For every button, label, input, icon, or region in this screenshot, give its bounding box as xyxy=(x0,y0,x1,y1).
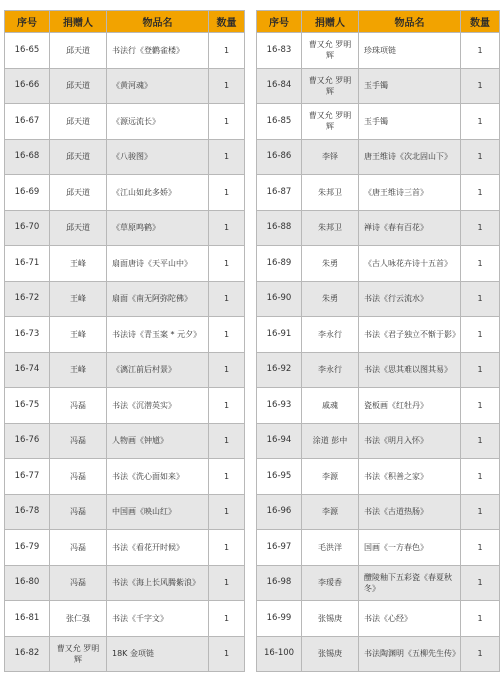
cell-qty: 1 xyxy=(461,601,500,637)
cell-no: 16-69 xyxy=(5,175,50,211)
cell-no: 16-88 xyxy=(257,210,302,246)
header-no: 序号 xyxy=(5,11,50,33)
cell-qty: 1 xyxy=(461,139,500,175)
cell-item: 书法《君子独立不惭于影》 xyxy=(359,317,461,353)
table-row xyxy=(257,33,500,69)
cell-donor: 邱天道 xyxy=(50,139,107,175)
cell-qty: 1 xyxy=(461,68,500,104)
cell-no: 16-89 xyxy=(257,246,302,282)
cell-donor: 曹又允 罗明辉 xyxy=(302,33,359,69)
table-row xyxy=(5,352,245,388)
table-row xyxy=(5,104,245,140)
table-row xyxy=(257,68,500,104)
cell-item: 玉手镯 xyxy=(359,104,461,140)
header-item: 物品名 xyxy=(107,11,209,33)
donation-table-right xyxy=(256,10,500,672)
table-row xyxy=(5,565,245,601)
cell-donor: 冯磊 xyxy=(50,494,107,530)
cell-item: 扇面唐诗《天平山中》 xyxy=(107,246,209,282)
table-row xyxy=(257,317,500,353)
cell-no: 16-75 xyxy=(5,388,50,424)
table-row xyxy=(257,636,500,672)
cell-item: 国画《一方春色》 xyxy=(359,530,461,566)
cell-no: 16-72 xyxy=(5,281,50,317)
cell-item: 书法《沉潜英实》 xyxy=(107,388,209,424)
cell-item: 瓷板画《红牡丹》 xyxy=(359,388,461,424)
table-row xyxy=(5,494,245,530)
cell-qty: 1 xyxy=(209,281,245,317)
cell-item: 醴陵釉下五彩瓷《春夏秋冬》 xyxy=(359,565,461,601)
table-row xyxy=(257,175,500,211)
cell-qty: 1 xyxy=(209,317,245,353)
cell-qty: 1 xyxy=(209,494,245,530)
table-body-left xyxy=(5,33,245,672)
table-row xyxy=(257,494,500,530)
cell-donor: 张锡庚 xyxy=(302,601,359,637)
table-row xyxy=(5,246,245,282)
cell-item: 《草原鸣鹤》 xyxy=(107,210,209,246)
cell-qty: 1 xyxy=(209,139,245,175)
cell-item: 书法陶渊明《五柳先生传》 xyxy=(359,636,461,672)
cell-donor: 王峰 xyxy=(50,317,107,353)
cell-qty: 1 xyxy=(209,636,245,672)
cell-no: 16-92 xyxy=(257,352,302,388)
cell-no: 16-86 xyxy=(257,139,302,175)
donation-table-left xyxy=(4,10,245,672)
cell-no: 16-100 xyxy=(257,636,302,672)
cell-donor: 冯磊 xyxy=(50,423,107,459)
table-row xyxy=(5,210,245,246)
table-row xyxy=(257,246,500,282)
cell-qty: 1 xyxy=(461,33,500,69)
cell-item: 人物画《钟馗》 xyxy=(107,423,209,459)
cell-donor: 朱邦卫 xyxy=(302,175,359,211)
table-row xyxy=(5,423,245,459)
cell-donor: 冯磊 xyxy=(50,388,107,424)
cell-no: 16-84 xyxy=(257,68,302,104)
cell-donor: 冯磊 xyxy=(50,459,107,495)
cell-qty: 1 xyxy=(209,459,245,495)
cell-qty: 1 xyxy=(209,530,245,566)
cell-no: 16-74 xyxy=(5,352,50,388)
table-row xyxy=(257,352,500,388)
cell-no: 16-67 xyxy=(5,104,50,140)
cell-no: 16-68 xyxy=(5,139,50,175)
cell-qty: 1 xyxy=(461,530,500,566)
cell-donor: 邱天道 xyxy=(50,33,107,69)
cell-donor: 李永行 xyxy=(302,352,359,388)
cell-donor: 王峰 xyxy=(50,352,107,388)
cell-item: 书法《洗心面如来》 xyxy=(107,459,209,495)
cell-no: 16-87 xyxy=(257,175,302,211)
cell-qty: 1 xyxy=(461,459,500,495)
cell-item: 书法《海上长风腾紫浪》 xyxy=(107,565,209,601)
table-row xyxy=(5,636,245,672)
cell-no: 16-99 xyxy=(257,601,302,637)
table-body-right xyxy=(257,33,500,672)
table-row xyxy=(257,281,500,317)
cell-donor: 毛洪洋 xyxy=(302,530,359,566)
cell-qty: 1 xyxy=(461,388,500,424)
table-row xyxy=(5,175,245,211)
header-donor: 捐赠人 xyxy=(302,11,359,33)
cell-no: 16-79 xyxy=(5,530,50,566)
cell-donor: 邱天道 xyxy=(50,210,107,246)
table-row xyxy=(257,459,500,495)
cell-donor: 曹又允 罗明辉 xyxy=(50,636,107,672)
cell-no: 16-94 xyxy=(257,423,302,459)
cell-item: 禅诗《春有百花》 xyxy=(359,210,461,246)
cell-no: 16-76 xyxy=(5,423,50,459)
table-row xyxy=(257,565,500,601)
table-row xyxy=(5,388,245,424)
header-item: 物品名 xyxy=(359,11,461,33)
cell-qty: 1 xyxy=(461,636,500,672)
cell-item: 书法诗《青玉案 * 元夕》 xyxy=(107,317,209,353)
cell-donor: 朱勇 xyxy=(302,281,359,317)
cell-item: 《黄河魂》 xyxy=(107,68,209,104)
table-row xyxy=(5,33,245,69)
cell-item: 18K 金项链 xyxy=(107,636,209,672)
cell-donor: 冯磊 xyxy=(50,565,107,601)
table-row xyxy=(257,104,500,140)
header-qty: 数量 xyxy=(461,11,500,33)
table-row xyxy=(5,459,245,495)
cell-donor: 李瑷香 xyxy=(302,565,359,601)
cell-qty: 1 xyxy=(209,68,245,104)
cell-no: 16-65 xyxy=(5,33,50,69)
cell-no: 16-82 xyxy=(5,636,50,672)
table-row xyxy=(5,317,245,353)
cell-qty: 1 xyxy=(461,281,500,317)
cell-donor: 邱天道 xyxy=(50,68,107,104)
cell-donor: 王峰 xyxy=(50,281,107,317)
cell-item: 《漓江前后村景》 xyxy=(107,352,209,388)
cell-item: 书法《明月入怀》 xyxy=(359,423,461,459)
cell-qty: 1 xyxy=(209,565,245,601)
table-row xyxy=(5,139,245,175)
cell-no: 16-78 xyxy=(5,494,50,530)
cell-item: 《八骏图》 xyxy=(107,139,209,175)
cell-donor: 李源 xyxy=(302,494,359,530)
cell-qty: 1 xyxy=(209,601,245,637)
cell-qty: 1 xyxy=(461,317,500,353)
cell-no: 16-83 xyxy=(257,33,302,69)
table-row xyxy=(5,601,245,637)
cell-qty: 1 xyxy=(461,352,500,388)
cell-item: 《源远流长》 xyxy=(107,104,209,140)
cell-item: 《江山如此多娇》 xyxy=(107,175,209,211)
cell-donor: 张仁强 xyxy=(50,601,107,637)
cell-donor: 涂道 彭中 xyxy=(302,423,359,459)
cell-item: 书法《思其难以图其易》 xyxy=(359,352,461,388)
cell-item: 玉手镯 xyxy=(359,68,461,104)
cell-no: 16-77 xyxy=(5,459,50,495)
cell-no: 16-98 xyxy=(257,565,302,601)
cell-qty: 1 xyxy=(461,246,500,282)
table-row xyxy=(5,281,245,317)
cell-donor: 王峰 xyxy=(50,246,107,282)
cell-item: 《古人咏花卉诗十五首》 xyxy=(359,246,461,282)
cell-qty: 1 xyxy=(209,210,245,246)
cell-donor: 李源 xyxy=(302,459,359,495)
table-row xyxy=(5,530,245,566)
cell-qty: 1 xyxy=(209,33,245,69)
cell-no: 16-73 xyxy=(5,317,50,353)
cell-item: 书法《行云流水》 xyxy=(359,281,461,317)
cell-donor: 朱勇 xyxy=(302,246,359,282)
table-row xyxy=(257,388,500,424)
table-row xyxy=(5,68,245,104)
table-row xyxy=(257,530,500,566)
cell-item: 书法《看花开时候》 xyxy=(107,530,209,566)
table-row xyxy=(257,139,500,175)
cell-no: 16-85 xyxy=(257,104,302,140)
cell-item: 书法《古道热肠》 xyxy=(359,494,461,530)
cell-donor: 李铎 xyxy=(302,139,359,175)
cell-item: 书法《千字文》 xyxy=(107,601,209,637)
cell-no: 16-93 xyxy=(257,388,302,424)
cell-item: 唐王维诗《次北固山下》 xyxy=(359,139,461,175)
table-row xyxy=(257,210,500,246)
table-row xyxy=(257,601,500,637)
table-header-row xyxy=(257,11,500,33)
cell-no: 16-71 xyxy=(5,246,50,282)
header-qty: 数量 xyxy=(209,11,245,33)
table-header-row xyxy=(5,11,245,33)
cell-no: 16-97 xyxy=(257,530,302,566)
cell-no: 16-81 xyxy=(5,601,50,637)
cell-no: 16-70 xyxy=(5,210,50,246)
cell-no: 16-95 xyxy=(257,459,302,495)
header-donor: 捐赠人 xyxy=(50,11,107,33)
cell-donor: 曹又允 罗明辉 xyxy=(302,104,359,140)
cell-qty: 1 xyxy=(461,494,500,530)
cell-item: 中国画《映山红》 xyxy=(107,494,209,530)
cell-donor: 张锡庚 xyxy=(302,636,359,672)
table-row xyxy=(257,423,500,459)
cell-qty: 1 xyxy=(209,104,245,140)
cell-no: 16-80 xyxy=(5,565,50,601)
cell-qty: 1 xyxy=(461,565,500,601)
cell-qty: 1 xyxy=(461,104,500,140)
cell-item: 书法《心经》 xyxy=(359,601,461,637)
cell-donor: 李永行 xyxy=(302,317,359,353)
cell-qty: 1 xyxy=(209,388,245,424)
cell-item: 扇面《南无阿弥陀佛》 xyxy=(107,281,209,317)
cell-donor: 冯磊 xyxy=(50,530,107,566)
cell-qty: 1 xyxy=(461,210,500,246)
cell-item: 《唐王维诗三首》 xyxy=(359,175,461,211)
cell-item: 书法行《登鹳雀楼》 xyxy=(107,33,209,69)
cell-qty: 1 xyxy=(461,423,500,459)
cell-qty: 1 xyxy=(461,175,500,211)
cell-donor: 曹又允 罗明辉 xyxy=(302,68,359,104)
cell-no: 16-96 xyxy=(257,494,302,530)
cell-no: 16-90 xyxy=(257,281,302,317)
cell-no: 16-66 xyxy=(5,68,50,104)
cell-qty: 1 xyxy=(209,423,245,459)
cell-donor: 邱天道 xyxy=(50,104,107,140)
cell-qty: 1 xyxy=(209,175,245,211)
cell-qty: 1 xyxy=(209,246,245,282)
header-no: 序号 xyxy=(257,11,302,33)
cell-donor: 戚魂 xyxy=(302,388,359,424)
cell-no: 16-91 xyxy=(257,317,302,353)
cell-donor: 朱邦卫 xyxy=(302,210,359,246)
cell-item: 书法《积善之家》 xyxy=(359,459,461,495)
cell-item: 珍珠项链 xyxy=(359,33,461,69)
cell-donor: 邱天道 xyxy=(50,175,107,211)
cell-qty: 1 xyxy=(209,352,245,388)
